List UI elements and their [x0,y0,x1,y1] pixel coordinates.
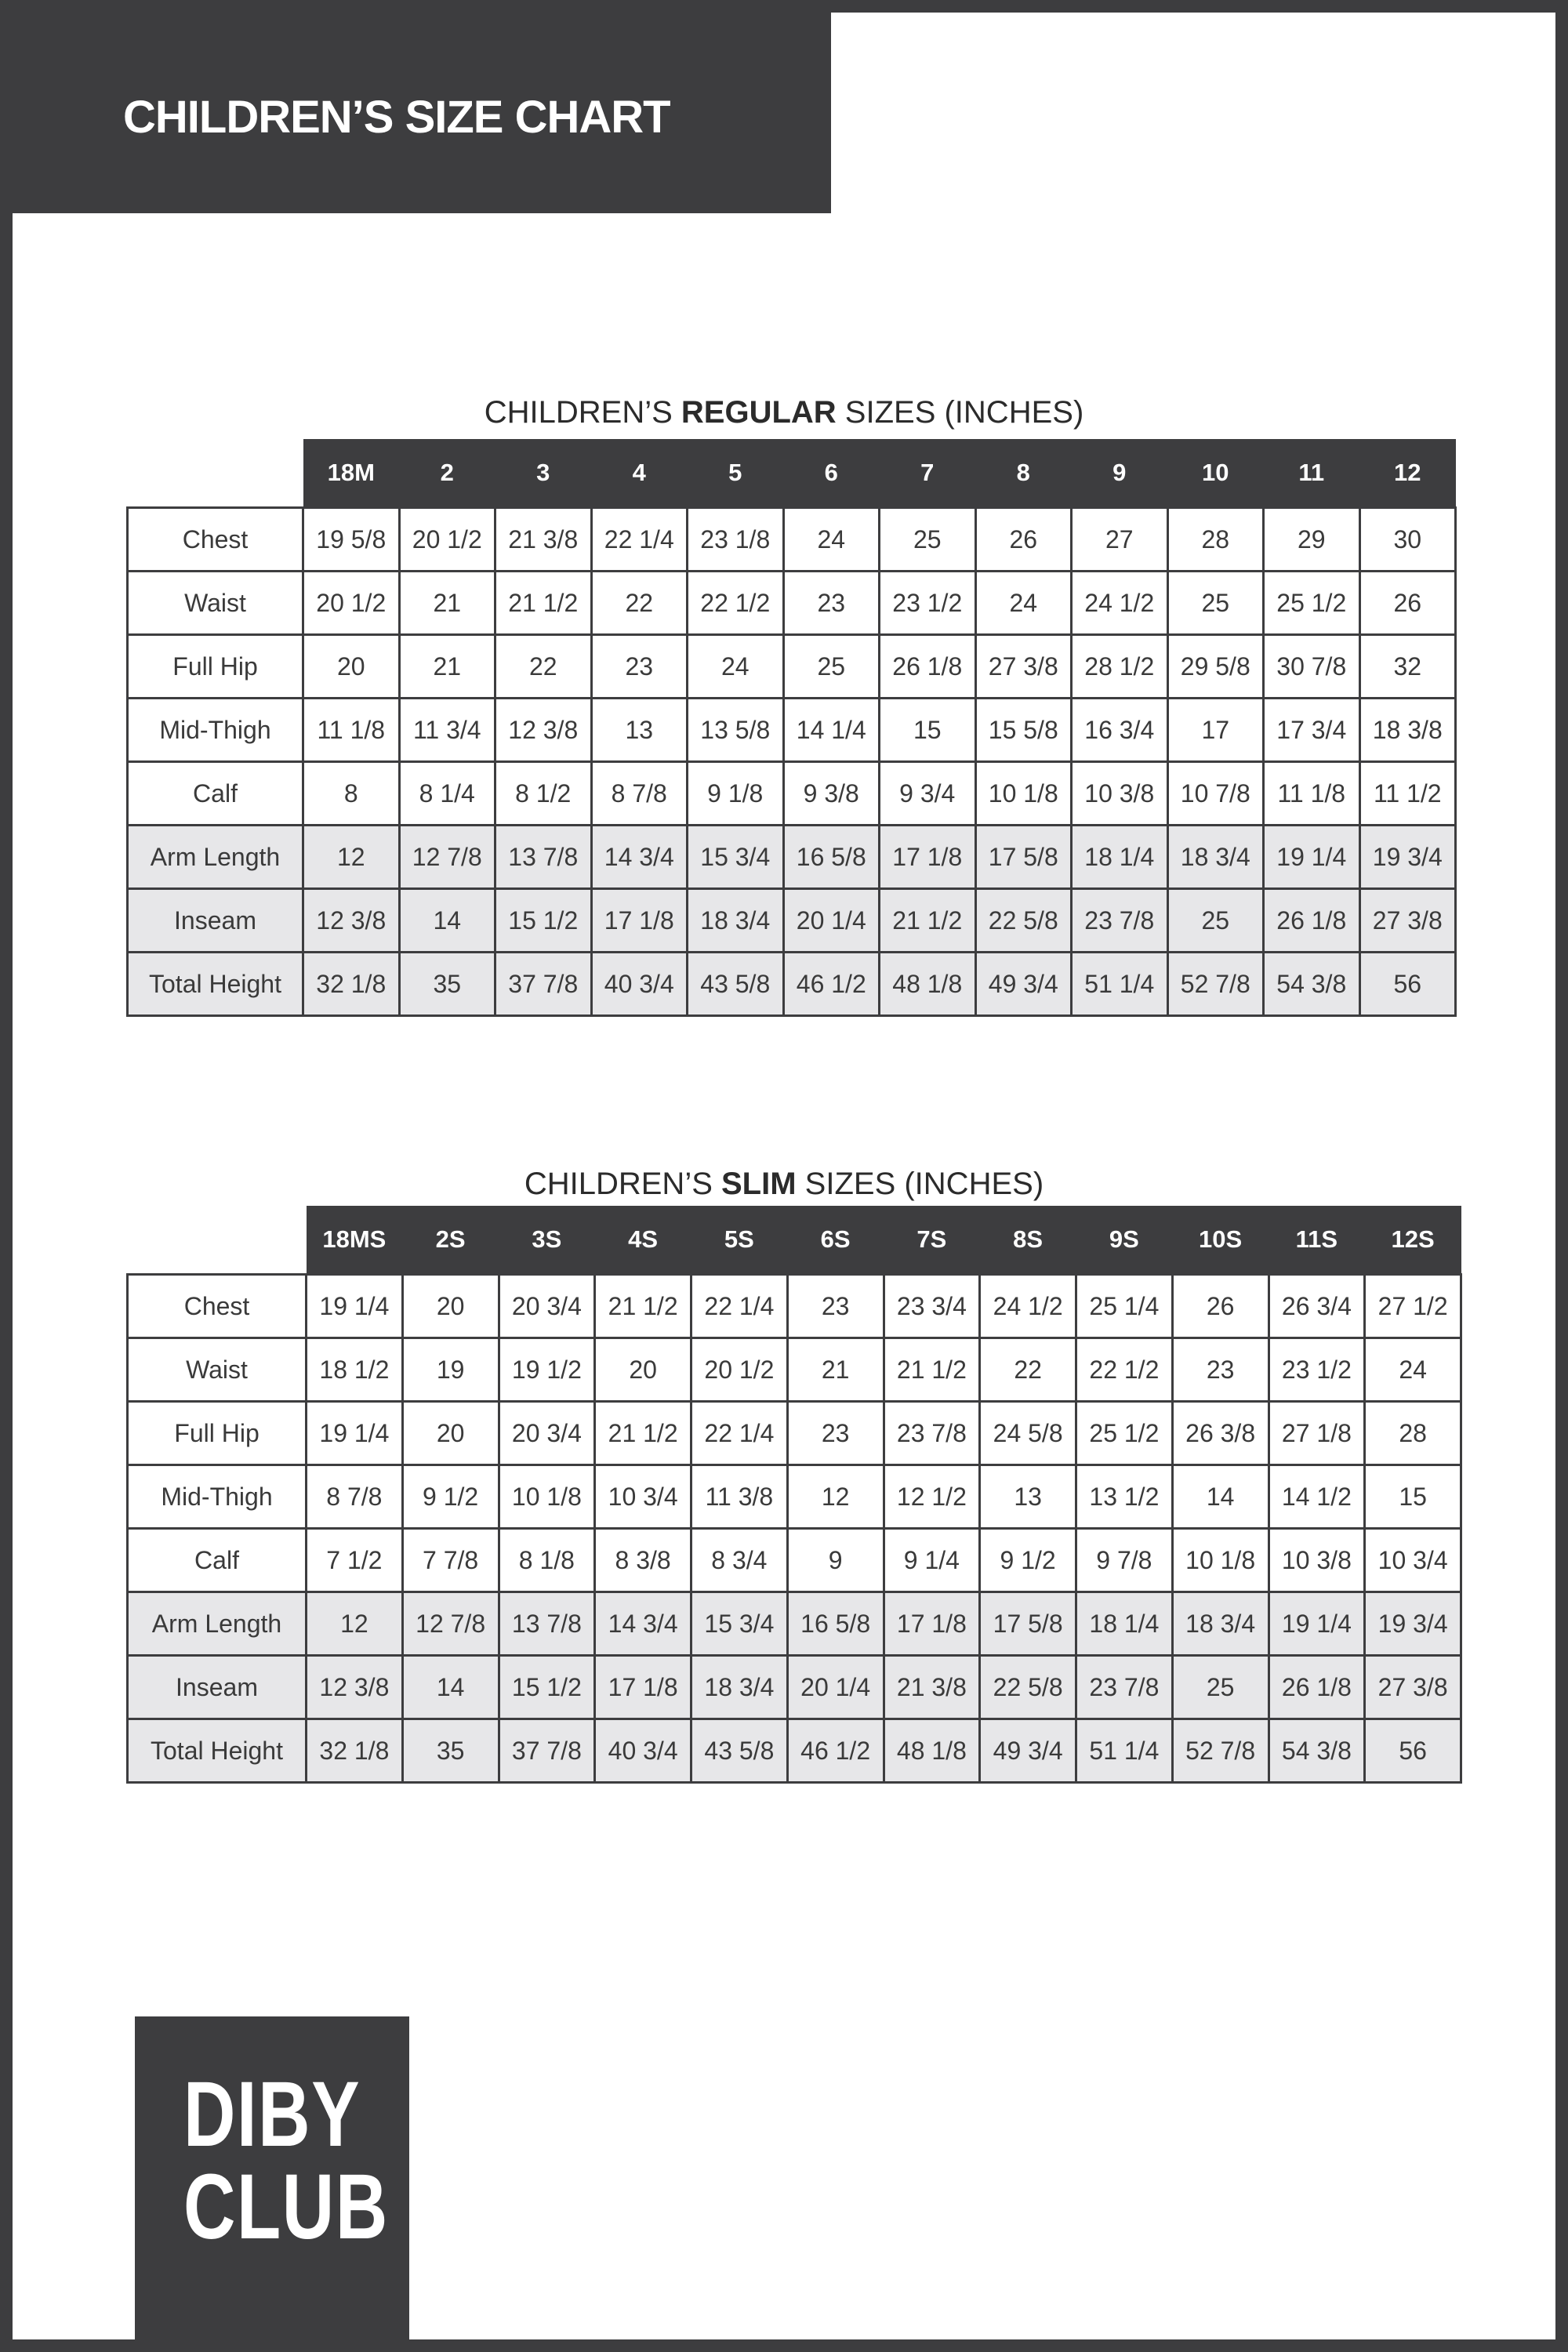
size-column-header: 7S [884,1206,980,1275]
size-column-header: 3 [495,439,592,508]
measurement-cell: 27 3/8 [1365,1656,1461,1719]
measurement-cell: 46 1/2 [783,953,880,1016]
size-column-header: 7 [880,439,976,508]
measurement-cell: 49 3/4 [975,953,1072,1016]
measurement-cell: 22 1/4 [591,508,688,572]
measurement-cell: 32 [1359,635,1456,699]
measurement-cell: 37 7/8 [495,953,592,1016]
measurement-cell: 19 3/4 [1365,1592,1461,1656]
table-row [128,1656,1461,1719]
measurement-cell: 27 1/2 [1365,1275,1461,1338]
measurement-cell: 20 1/2 [399,508,495,572]
measurement-cell: 21 [399,572,495,635]
measurement-cell: 26 [1359,572,1456,635]
measurement-cell: 16 5/8 [787,1592,884,1656]
measurement-cell: 56 [1365,1719,1461,1783]
measurement-cell: 12 3/8 [303,889,400,953]
measurement-cell: 18 3/4 [691,1656,788,1719]
size-column-header: 6 [783,439,880,508]
measurement-cell: 9 [787,1529,884,1592]
measurement-cell: 19 5/8 [303,508,400,572]
size-column-header: 10 [1167,439,1264,508]
measurement-cell: 56 [1359,953,1456,1016]
measurement-cell: 21 1/2 [880,889,976,953]
row-label: Chest [128,1275,307,1338]
logo-wordmark [183,2063,389,2259]
measurement-cell: 19 [402,1338,499,1402]
size-column-header: 5 [688,439,784,508]
measurement-cell: 17 3/4 [1264,699,1360,762]
measurement-cell: 9 3/8 [783,762,880,826]
measurement-cell: 19 1/4 [307,1275,403,1338]
row-label: Arm Length [128,826,303,889]
measurement-cell: 12 1/2 [884,1465,980,1529]
table-row [128,1529,1461,1592]
measurement-cell: 25 [1167,889,1264,953]
measurement-cell: 54 3/8 [1264,953,1360,1016]
measurement-cell: 37 7/8 [499,1719,595,1783]
measurement-cell: 17 1/8 [595,1656,691,1719]
regular-sizes-heading [13,395,1555,430]
size-column-header: 2S [402,1206,499,1275]
table-row [128,572,1456,635]
measurement-cell: 24 [975,572,1072,635]
table-row [128,508,1456,572]
measurement-cell: 43 5/8 [688,953,784,1016]
measurement-cell: 10 1/8 [975,762,1072,826]
row-label: Inseam [128,1656,307,1719]
size-column-header: 12S [1365,1206,1461,1275]
measurement-cell: 10 3/8 [1072,762,1168,826]
measurement-cell: 26 3/4 [1269,1275,1365,1338]
measurement-cell: 19 3/4 [1359,826,1456,889]
size-chart-sheet [13,13,1555,2339]
measurement-cell: 10 3/4 [595,1465,691,1529]
measurement-cell: 15 1/2 [499,1656,595,1719]
measurement-cell: 40 3/4 [595,1719,691,1783]
measurement-cell: 52 7/8 [1167,953,1264,1016]
slim-heading-suffix: SIZES (INCHES) [796,1167,1044,1201]
measurement-cell: 40 3/4 [591,953,688,1016]
measurement-cell: 8 7/8 [591,762,688,826]
measurement-cell: 21 3/8 [495,508,592,572]
measurement-cell: 21 [787,1338,884,1402]
measurement-cell: 23 7/8 [884,1402,980,1465]
measurement-cell: 20 3/4 [499,1275,595,1338]
measurement-cell: 49 3/4 [980,1719,1076,1783]
measurement-cell: 27 1/8 [1269,1402,1365,1465]
size-column-header: 9 [1072,439,1168,508]
measurement-cell: 11 3/8 [691,1465,788,1529]
row-label: Inseam [128,889,303,953]
size-column-header: 10S [1172,1206,1269,1275]
measurement-cell: 27 3/8 [975,635,1072,699]
measurement-cell: 51 1/4 [1072,953,1168,1016]
measurement-cell: 23 [1172,1338,1269,1402]
measurement-cell: 12 [307,1592,403,1656]
measurement-cell: 23 3/4 [884,1275,980,1338]
row-label: Mid-Thigh [128,699,303,762]
row-label: Waist [128,1338,307,1402]
measurement-cell: 15 [880,699,976,762]
measurement-cell: 21 1/2 [595,1402,691,1465]
measurement-cell: 54 3/8 [1269,1719,1365,1783]
measurement-cell: 23 1/8 [688,508,784,572]
measurement-cell: 19 1/4 [307,1402,403,1465]
measurement-cell: 18 1/4 [1076,1592,1173,1656]
table-row [128,762,1456,826]
table-row [128,635,1456,699]
measurement-cell: 18 3/4 [688,889,784,953]
measurement-cell: 14 1/4 [783,699,880,762]
measurement-cell: 16 5/8 [783,826,880,889]
measurement-cell: 26 [1172,1275,1269,1338]
measurement-cell: 18 1/2 [307,1338,403,1402]
measurement-cell: 7 7/8 [402,1529,499,1592]
measurement-cell: 20 1/4 [783,889,880,953]
measurement-cell: 19 1/4 [1264,826,1360,889]
measurement-cell: 21 1/2 [495,572,592,635]
measurement-cell: 43 5/8 [691,1719,788,1783]
measurement-cell: 13 [591,699,688,762]
table-row [128,1592,1461,1656]
measurement-cell: 23 [591,635,688,699]
measurement-cell: 22 1/2 [688,572,784,635]
row-label: Waist [128,572,303,635]
page-title: CHILDREN’S SIZE CHART [123,92,670,143]
measurement-cell: 26 1/8 [1269,1656,1365,1719]
measurement-cell: 22 [980,1338,1076,1402]
measurement-cell: 8 1/8 [499,1529,595,1592]
measurement-cell: 18 3/4 [1167,826,1264,889]
measurement-cell: 20 [402,1275,499,1338]
size-column-header: 6S [787,1206,884,1275]
measurement-cell: 19 1/4 [1269,1592,1365,1656]
measurement-cell: 26 1/8 [1264,889,1360,953]
measurement-cell: 23 7/8 [1076,1656,1173,1719]
measurement-cell: 17 1/8 [591,889,688,953]
measurement-cell: 9 3/4 [880,762,976,826]
measurement-cell: 12 [303,826,400,889]
measurement-cell: 24 [783,508,880,572]
measurement-cell: 25 [1172,1656,1269,1719]
table-row [128,953,1456,1016]
measurement-cell: 10 1/8 [1172,1529,1269,1592]
row-label: Chest [128,508,303,572]
measurement-cell: 32 1/8 [307,1719,403,1783]
measurement-cell: 28 [1167,508,1264,572]
measurement-cell: 20 1/2 [303,572,400,635]
measurement-cell: 17 [1167,699,1264,762]
measurement-cell: 22 1/2 [1076,1338,1173,1402]
measurement-cell: 17 1/8 [884,1592,980,1656]
measurement-cell: 21 1/2 [595,1275,691,1338]
row-label: Calf [128,1529,307,1592]
measurement-cell: 12 7/8 [402,1592,499,1656]
measurement-cell: 21 [399,635,495,699]
measurement-cell: 18 3/4 [1172,1592,1269,1656]
measurement-cell: 11 3/4 [399,699,495,762]
measurement-cell: 11 1/8 [1264,762,1360,826]
measurement-cell: 18 3/8 [1359,699,1456,762]
measurement-cell: 32 1/8 [303,953,400,1016]
size-column-header: 8 [975,439,1072,508]
measurement-cell: 9 1/2 [402,1465,499,1529]
measurement-cell: 9 7/8 [1076,1529,1173,1592]
measurement-cell: 23 [787,1275,884,1338]
measurement-cell: 22 [495,635,592,699]
measurement-cell: 14 [402,1656,499,1719]
measurement-cell: 29 5/8 [1167,635,1264,699]
table-corner [128,1206,307,1275]
size-column-header: 11S [1269,1206,1365,1275]
slim-heading-emphasis: SLIM [721,1167,797,1201]
measurement-cell: 25 [783,635,880,699]
size-column-header: 11 [1264,439,1360,508]
table-row [128,1465,1461,1529]
logo-line-2: CLUB [183,2155,389,2259]
slim-sizes-heading [13,1167,1555,1202]
regular-heading-prefix: CHILDREN’S [484,395,681,430]
measurement-cell: 24 1/2 [980,1275,1076,1338]
measurement-cell: 12 7/8 [399,826,495,889]
measurement-cell: 7 1/2 [307,1529,403,1592]
measurement-cell: 12 3/8 [495,699,592,762]
measurement-cell: 15 3/4 [691,1592,788,1656]
measurement-cell: 25 1/2 [1264,572,1360,635]
measurement-cell: 48 1/8 [880,953,976,1016]
size-column-header: 18MS [307,1206,403,1275]
measurement-cell: 46 1/2 [787,1719,884,1783]
table-corner [128,439,303,508]
measurement-cell: 24 [1365,1338,1461,1402]
measurement-cell: 13 [980,1465,1076,1529]
measurement-cell: 13 1/2 [1076,1465,1173,1529]
measurement-cell: 9 1/2 [980,1529,1076,1592]
measurement-cell: 10 3/4 [1365,1529,1461,1592]
measurement-cell: 20 3/4 [499,1402,595,1465]
regular-heading-suffix: SIZES (INCHES) [836,395,1084,430]
measurement-cell: 35 [402,1719,499,1783]
measurement-cell: 12 [787,1465,884,1529]
measurement-cell: 22 5/8 [975,889,1072,953]
row-label: Total Height [128,953,303,1016]
measurement-cell: 8 1/4 [399,762,495,826]
size-header-row [128,1206,1461,1275]
measurement-cell: 18 1/4 [1072,826,1168,889]
measurement-cell: 8 1/2 [495,762,592,826]
logo-line-1: DIBY [183,2063,361,2166]
measurement-cell: 9 1/4 [884,1529,980,1592]
row-label: Total Height [128,1719,307,1783]
measurement-cell: 15 5/8 [975,699,1072,762]
size-column-header: 2 [399,439,495,508]
measurement-cell: 28 1/2 [1072,635,1168,699]
table-row [128,1275,1461,1338]
row-label: Full Hip [128,1402,307,1465]
regular-size-table [126,439,1457,1017]
measurement-cell: 13 5/8 [688,699,784,762]
measurement-cell: 14 [1172,1465,1269,1529]
measurement-cell: 13 7/8 [495,826,592,889]
measurement-cell: 27 3/8 [1359,889,1456,953]
measurement-cell: 16 3/4 [1072,699,1168,762]
row-label: Full Hip [128,635,303,699]
measurement-cell: 14 3/4 [595,1592,691,1656]
measurement-cell: 14 1/2 [1269,1465,1365,1529]
measurement-cell: 23 [787,1402,884,1465]
measurement-cell: 23 1/2 [1269,1338,1365,1402]
size-column-header: 3S [499,1206,595,1275]
measurement-cell: 20 [402,1402,499,1465]
measurement-cell: 51 1/4 [1076,1719,1173,1783]
measurement-cell: 48 1/8 [884,1719,980,1783]
row-label: Mid-Thigh [128,1465,307,1529]
measurement-cell: 23 [783,572,880,635]
table-row [128,1719,1461,1783]
measurement-cell: 8 [303,762,400,826]
measurement-cell: 14 3/4 [591,826,688,889]
measurement-cell: 10 1/8 [499,1465,595,1529]
regular-heading-emphasis: REGULAR [681,395,837,430]
measurement-cell: 29 [1264,508,1360,572]
measurement-cell: 15 [1365,1465,1461,1529]
table-row [128,1338,1461,1402]
measurement-cell: 26 3/8 [1172,1402,1269,1465]
size-column-header: 8S [980,1206,1076,1275]
measurement-cell: 12 3/8 [307,1656,403,1719]
measurement-cell: 20 [595,1338,691,1402]
measurement-cell: 22 1/4 [691,1275,788,1338]
slim-size-table [126,1206,1462,1784]
measurement-cell: 20 1/2 [691,1338,788,1402]
measurement-cell: 25 1/2 [1076,1402,1173,1465]
measurement-cell: 35 [399,953,495,1016]
table-row [128,1402,1461,1465]
measurement-cell: 22 1/4 [691,1402,788,1465]
measurement-cell: 24 1/2 [1072,572,1168,635]
measurement-cell: 26 [975,508,1072,572]
measurement-cell: 17 1/8 [880,826,976,889]
measurement-cell: 20 1/4 [787,1656,884,1719]
row-label: Calf [128,762,303,826]
size-column-header: 18M [303,439,400,508]
title-banner [13,13,831,213]
measurement-cell: 21 1/2 [884,1338,980,1402]
measurement-cell: 19 1/2 [499,1338,595,1402]
measurement-cell: 25 [1167,572,1264,635]
size-header-row [128,439,1456,508]
measurement-cell: 14 [399,889,495,953]
size-column-header: 9S [1076,1206,1173,1275]
measurement-cell: 28 [1365,1402,1461,1465]
measurement-cell: 13 7/8 [499,1592,595,1656]
size-column-header: 4S [595,1206,691,1275]
measurement-cell: 20 [303,635,400,699]
measurement-cell: 24 [688,635,784,699]
slim-heading-prefix: CHILDREN’S [524,1167,721,1201]
table-row [128,699,1456,762]
measurement-cell: 9 1/8 [688,762,784,826]
measurement-cell: 25 [880,508,976,572]
measurement-cell: 10 3/8 [1269,1529,1365,1592]
measurement-cell: 30 [1359,508,1456,572]
measurement-cell: 8 7/8 [307,1465,403,1529]
measurement-cell: 25 1/4 [1076,1275,1173,1338]
measurement-cell: 23 7/8 [1072,889,1168,953]
measurement-cell: 27 [1072,508,1168,572]
measurement-cell: 8 3/4 [691,1529,788,1592]
measurement-cell: 30 7/8 [1264,635,1360,699]
measurement-cell: 22 5/8 [980,1656,1076,1719]
measurement-cell: 11 1/8 [303,699,400,762]
measurement-cell: 10 7/8 [1167,762,1264,826]
table-row [128,826,1456,889]
measurement-cell: 17 5/8 [980,1592,1076,1656]
measurement-cell: 26 1/8 [880,635,976,699]
size-column-header: 5S [691,1206,788,1275]
measurement-cell: 23 1/2 [880,572,976,635]
measurement-cell: 22 [591,572,688,635]
size-column-header: 12 [1359,439,1456,508]
size-column-header: 4 [591,439,688,508]
table-row [128,889,1456,953]
measurement-cell: 17 5/8 [975,826,1072,889]
row-label: Arm Length [128,1592,307,1656]
measurement-cell: 21 3/8 [884,1656,980,1719]
measurement-cell: 15 3/4 [688,826,784,889]
measurement-cell: 11 1/2 [1359,762,1456,826]
measurement-cell: 52 7/8 [1172,1719,1269,1783]
measurement-cell: 24 5/8 [980,1402,1076,1465]
diby-club-logo [135,2016,409,2339]
measurement-cell: 8 3/8 [595,1529,691,1592]
measurement-cell: 15 1/2 [495,889,592,953]
